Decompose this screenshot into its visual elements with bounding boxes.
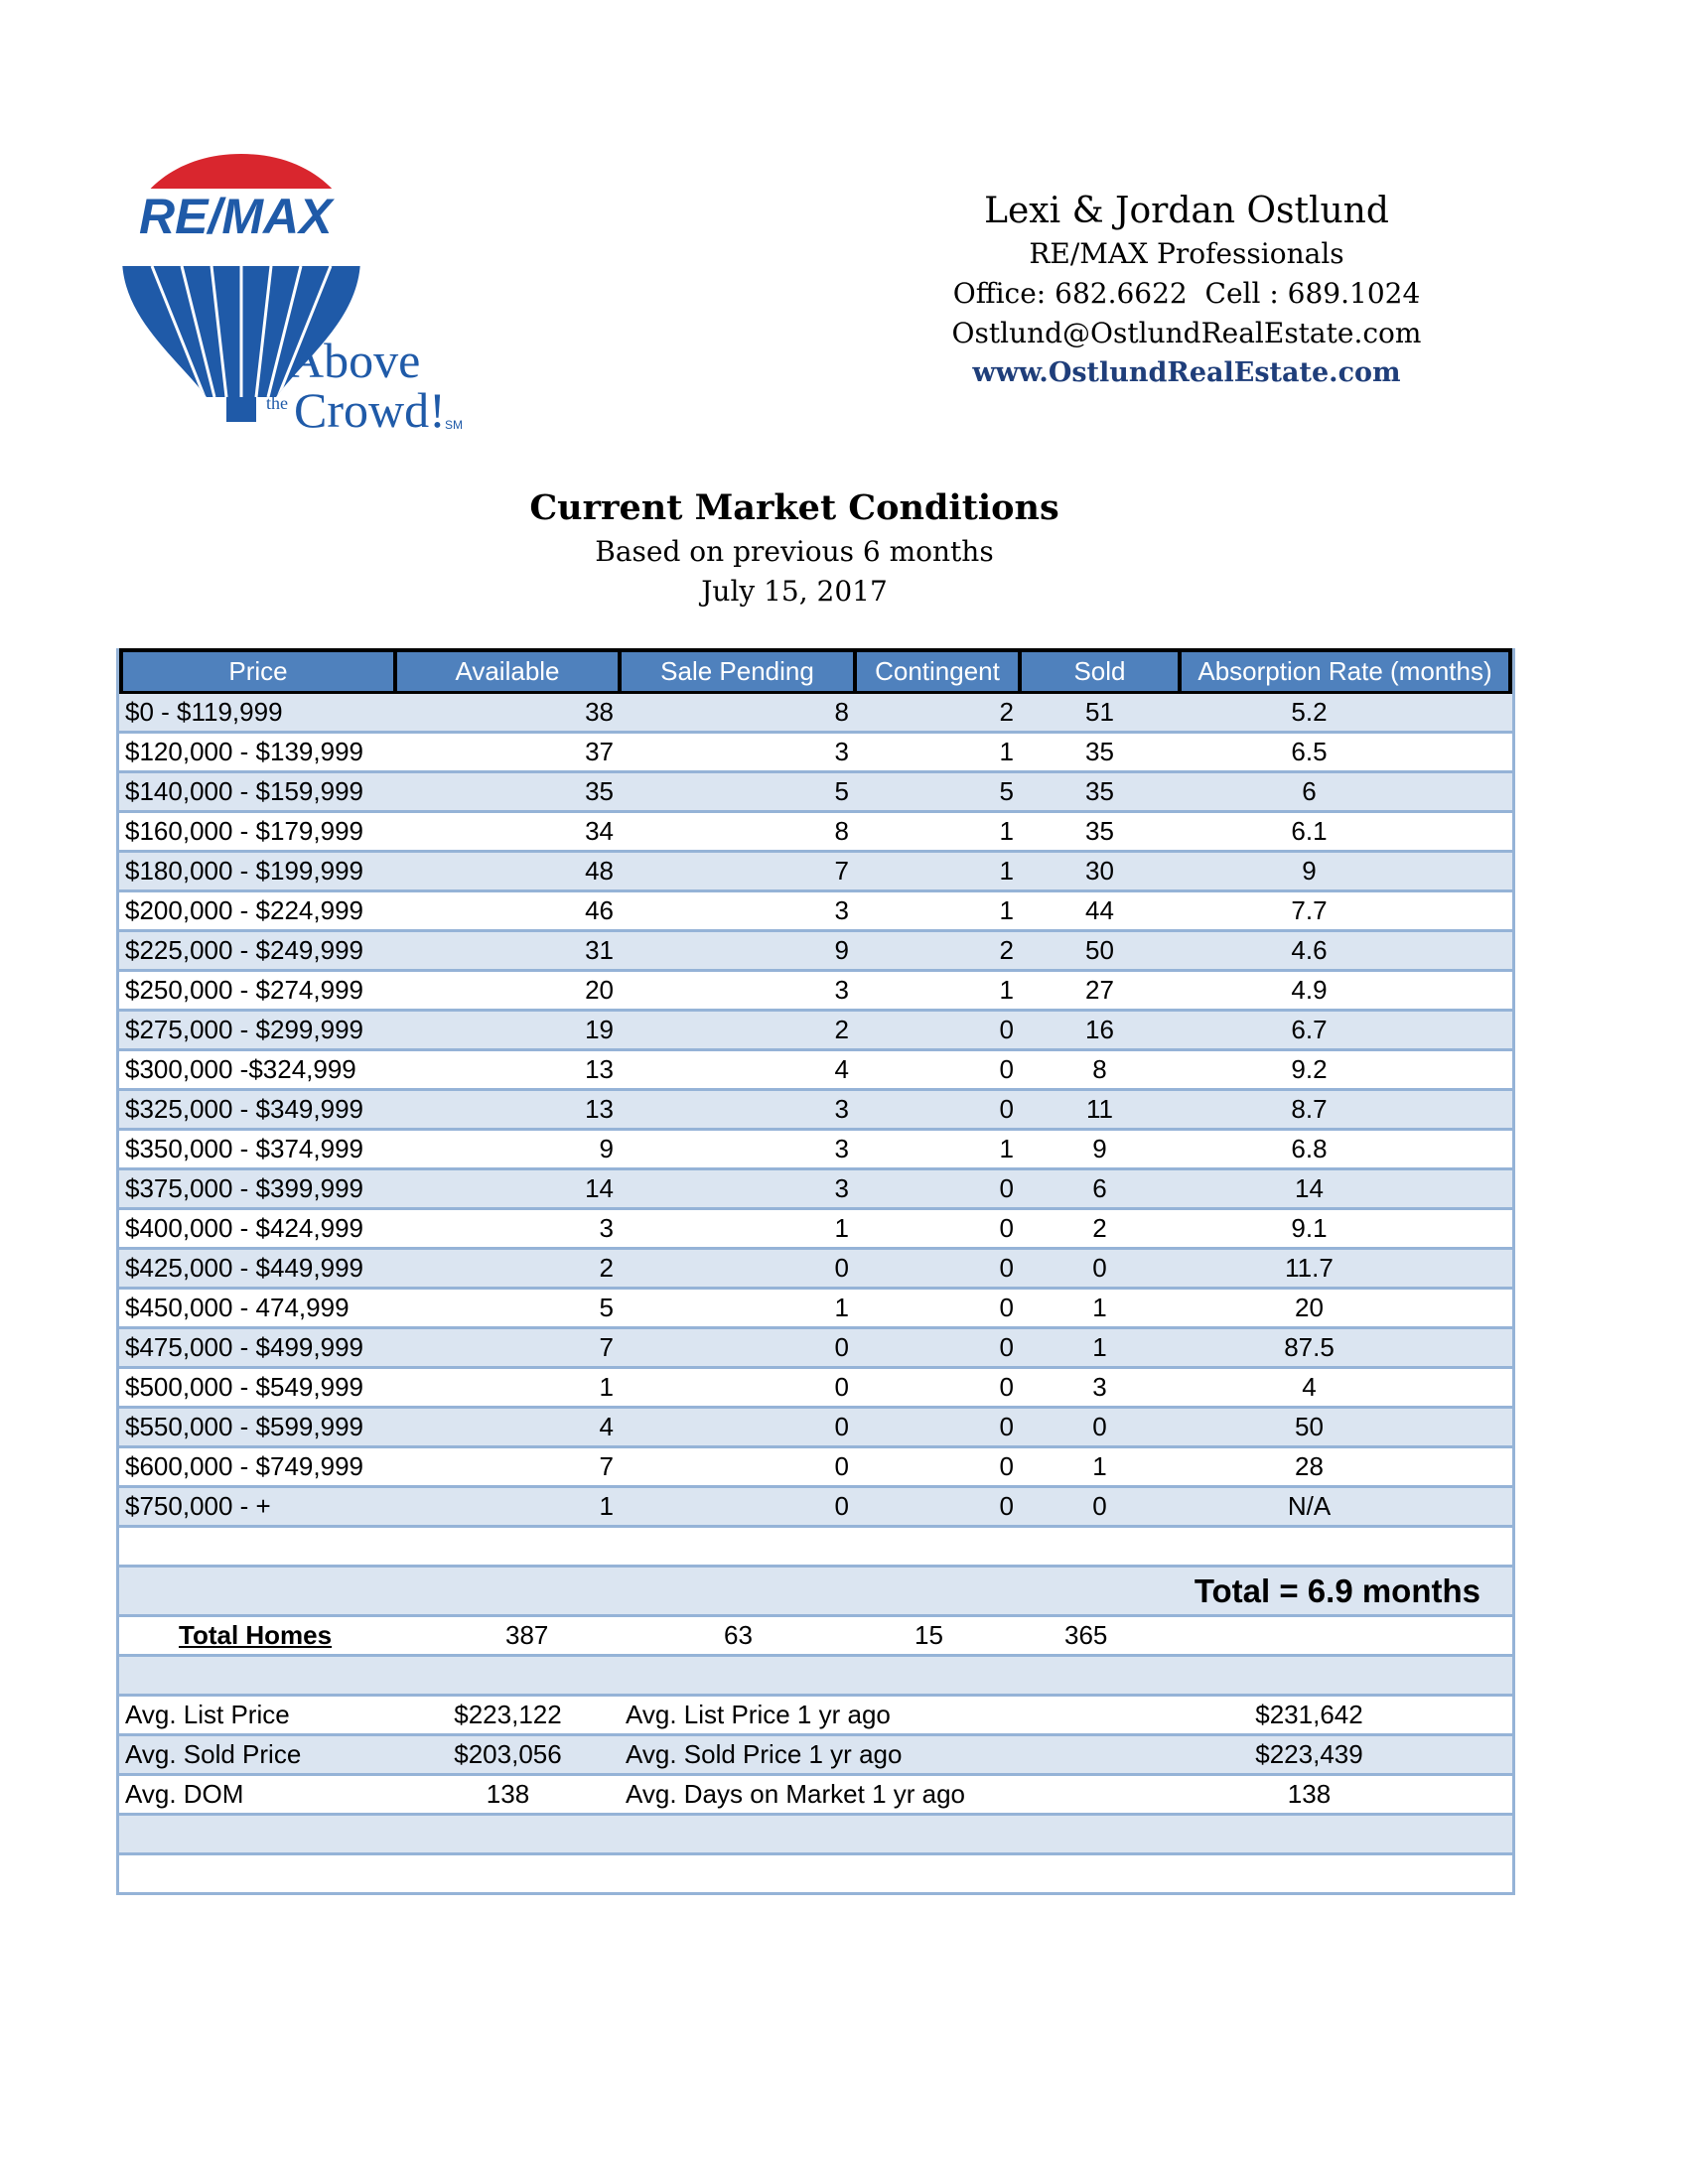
cell-price-range: $450,000 - 474,999 (125, 1293, 350, 1322)
cell-price-range: $550,000 - $599,999 (125, 1412, 363, 1441)
cell-contingent: 0 (999, 1015, 1014, 1044)
cell-available: 7 (599, 1451, 614, 1481)
cell-sold: 3 (1092, 1372, 1107, 1402)
cell-price-range: $325,000 - $349,999 (125, 1094, 363, 1124)
cell-available: 48 (585, 856, 614, 886)
total-absorption: Total = 6.9 months (1194, 1571, 1480, 1609)
col-header-price: Price (123, 652, 393, 691)
prior-label: Avg. List Price 1 yr ago (626, 1700, 891, 1729)
cell-contingent: 0 (999, 1412, 1014, 1441)
svg-text:Crowd!: Crowd! (294, 382, 446, 438)
report-subtitle: Based on previous 6 months (595, 535, 994, 568)
col-header-absorption-rate: Absorption Rate (months) (1182, 652, 1508, 691)
email-link[interactable]: Ostlund@OstlundRealEstate.com (951, 317, 1422, 349)
cell-absorption-rate: 9 (1302, 856, 1317, 886)
prior-value: $231,642 (1255, 1700, 1363, 1729)
cell-sale-pending: 3 (834, 1094, 849, 1124)
total-absorption-row (119, 1568, 1512, 1617)
cell-sold: 35 (1085, 816, 1114, 846)
cell-available: 9 (599, 1134, 614, 1163)
cell-contingent: 0 (999, 1173, 1014, 1203)
cell-available: 13 (585, 1054, 614, 1084)
cell-contingent: 1 (999, 737, 1014, 766)
table-row (119, 1012, 1512, 1051)
cell-available: 5 (599, 1293, 614, 1322)
cell-sold: 44 (1085, 895, 1114, 925)
cell-contingent: 0 (999, 1253, 1014, 1283)
cell-contingent: 5 (999, 776, 1014, 806)
table-row (119, 734, 1512, 773)
total-pending: 63 (724, 1620, 753, 1650)
cell-contingent: 0 (999, 1293, 1014, 1322)
agent-contact-block (894, 189, 1479, 393)
cell-sale-pending: 3 (834, 1134, 849, 1163)
table-row (119, 1250, 1512, 1290)
blank-row (119, 1816, 1512, 1855)
cell-absorption-rate: 7.7 (1291, 895, 1328, 925)
cell-absorption-rate: 6 (1302, 776, 1317, 806)
cell-absorption-rate: 87.5 (1284, 1332, 1335, 1362)
average-row (119, 1776, 1512, 1816)
total-contingent: 15 (914, 1620, 943, 1650)
blank-row (119, 1855, 1512, 1895)
cell-available: 19 (585, 1015, 614, 1044)
cell-available: 3 (599, 1213, 614, 1243)
table-row (119, 1091, 1512, 1131)
cell-sold: 0 (1092, 1253, 1107, 1283)
cell-sale-pending: 7 (834, 856, 849, 886)
col-header-sale-pending: Sale Pending (622, 652, 853, 691)
phone-numbers: Office: 682.6622 Cell : 689.1024 (952, 277, 1421, 310)
cell-available: 7 (599, 1332, 614, 1362)
table-header (119, 648, 1512, 694)
cell-available: 20 (585, 975, 614, 1005)
avg-value: $203,056 (454, 1739, 562, 1769)
cell-available: 4 (599, 1412, 614, 1441)
table-row (119, 1290, 1512, 1329)
total-homes-row (119, 1617, 1512, 1657)
prior-label: Avg. Sold Price 1 yr ago (626, 1739, 903, 1769)
cell-contingent: 2 (999, 697, 1014, 727)
cell-sale-pending: 3 (834, 1173, 849, 1203)
cell-absorption-rate: 9.2 (1291, 1054, 1328, 1084)
avg-label: Avg. DOM (125, 1779, 244, 1809)
cell-available: 14 (585, 1173, 614, 1203)
cell-sale-pending: 0 (834, 1491, 849, 1521)
avg-label: Avg. Sold Price (125, 1739, 302, 1769)
cell-price-range: $750,000 - + (125, 1491, 271, 1521)
cell-contingent: 1 (999, 1134, 1014, 1163)
col-header-contingent: Contingent (857, 652, 1018, 691)
blank-row (119, 1528, 1512, 1568)
average-row (119, 1736, 1512, 1776)
cell-price-range: $600,000 - $749,999 (125, 1451, 363, 1481)
cell-price-range: $300,000 -$324,999 (125, 1054, 356, 1084)
cell-absorption-rate: 11.7 (1285, 1253, 1334, 1283)
report-date: July 15, 2017 (701, 575, 888, 608)
cell-sold: 16 (1085, 1015, 1114, 1044)
cell-sale-pending: 9 (834, 935, 849, 965)
cell-contingent: 0 (999, 1451, 1014, 1481)
website-link[interactable]: www.OstlundRealEstate.com (972, 357, 1401, 388)
cell-available: 13 (585, 1094, 614, 1124)
cell-sold: 35 (1085, 737, 1114, 766)
cell-absorption-rate: 4.6 (1291, 935, 1328, 965)
prior-value: $223,439 (1255, 1739, 1363, 1769)
table-row (119, 892, 1512, 932)
cell-sale-pending: 3 (834, 895, 849, 925)
table-row (119, 932, 1512, 972)
cell-contingent: 0 (999, 1372, 1014, 1402)
cell-price-range: $475,000 - $499,999 (125, 1332, 363, 1362)
cell-price-range: $160,000 - $179,999 (125, 816, 363, 846)
table-row (119, 1210, 1512, 1250)
cell-absorption-rate: 28 (1295, 1451, 1324, 1481)
cell-absorption-rate: 50 (1295, 1412, 1324, 1441)
table-row (119, 813, 1512, 853)
cell-contingent: 1 (999, 975, 1014, 1005)
cell-sale-pending: 3 (834, 737, 849, 766)
table-row (119, 1409, 1512, 1448)
cell-contingent: 0 (999, 1491, 1014, 1521)
avg-value: $223,122 (454, 1700, 562, 1729)
cell-sale-pending: 4 (834, 1054, 849, 1084)
cell-price-range: $250,000 - $274,999 (125, 975, 363, 1005)
cell-absorption-rate: N/A (1287, 1491, 1332, 1521)
total-sold: 365 (1064, 1620, 1108, 1650)
total-homes-label: Total Homes (179, 1620, 333, 1650)
agent-name: Lexi & Jordan Ostlund (984, 191, 1389, 231)
cell-sale-pending: 5 (834, 776, 849, 806)
cell-price-range: $375,000 - $399,999 (125, 1173, 363, 1203)
cell-absorption-rate: 5.2 (1291, 697, 1328, 727)
table-row (119, 1448, 1512, 1488)
cell-absorption-rate: 4 (1302, 1372, 1317, 1402)
cell-available: 35 (585, 776, 614, 806)
cell-contingent: 0 (999, 1213, 1014, 1243)
table-row (119, 694, 1512, 734)
cell-sold: 30 (1085, 856, 1114, 886)
cell-price-range: $180,000 - $199,999 (125, 856, 363, 886)
cell-sale-pending: 1 (834, 1213, 849, 1243)
cell-sold: 8 (1092, 1054, 1107, 1084)
report-title: Current Market Conditions (529, 487, 1059, 528)
cell-price-range: $500,000 - $549,999 (125, 1372, 363, 1402)
cell-absorption-rate: 20 (1295, 1293, 1324, 1322)
col-header-available: Available (397, 652, 618, 691)
cell-available: 2 (599, 1253, 614, 1283)
table-row (119, 1131, 1512, 1170)
report-heading (397, 484, 1192, 612)
table-row (119, 853, 1512, 892)
table-row (119, 1051, 1512, 1091)
cell-sale-pending: 3 (834, 975, 849, 1005)
cell-price-range: $120,000 - $139,999 (125, 737, 363, 766)
cell-contingent: 0 (999, 1094, 1014, 1124)
total-available: 387 (505, 1620, 549, 1650)
avg-value: 138 (486, 1779, 530, 1809)
cell-contingent: 0 (999, 1332, 1014, 1362)
svg-text:the: the (266, 393, 288, 413)
blank-row (119, 1657, 1512, 1697)
table-row (119, 773, 1512, 813)
cell-sold: 35 (1085, 776, 1114, 806)
market-conditions-table (116, 648, 1515, 1895)
cell-sale-pending: 1 (834, 1293, 849, 1322)
cell-available: 34 (585, 816, 614, 846)
cell-price-range: $140,000 - $159,999 (125, 776, 363, 806)
cell-absorption-rate: 6.8 (1291, 1134, 1328, 1163)
cell-sold: 6 (1092, 1173, 1107, 1203)
cell-price-range: $425,000 - $449,999 (125, 1253, 363, 1283)
cell-available: 31 (585, 935, 614, 965)
cell-sold: 11 (1086, 1094, 1113, 1124)
cell-sold: 9 (1092, 1134, 1107, 1163)
cell-available: 1 (599, 1372, 614, 1402)
cell-available: 46 (585, 895, 614, 925)
cell-sale-pending: 8 (834, 697, 849, 727)
cell-sale-pending: 0 (834, 1253, 849, 1283)
svg-text:RE/MAX: RE/MAX (139, 189, 333, 244)
avg-label: Avg. List Price (125, 1700, 290, 1729)
prior-label: Avg. Days on Market 1 yr ago (626, 1779, 966, 1809)
col-header-sold: Sold (1022, 652, 1178, 691)
prior-value: 138 (1287, 1779, 1332, 1809)
cell-sold: 0 (1092, 1412, 1107, 1441)
table-row (119, 972, 1512, 1012)
cell-sale-pending: 2 (834, 1015, 849, 1044)
cell-sold: 50 (1085, 935, 1114, 965)
cell-available: 37 (585, 737, 614, 766)
company-name: RE/MAX Professionals (1029, 237, 1344, 270)
cell-sold: 1 (1092, 1332, 1107, 1362)
cell-available: 38 (585, 697, 614, 727)
cell-sold: 0 (1092, 1491, 1107, 1521)
cell-absorption-rate: 6.7 (1291, 1015, 1328, 1044)
table-row (119, 1170, 1512, 1210)
cell-contingent: 0 (999, 1054, 1014, 1084)
table-row (119, 1329, 1512, 1369)
cell-contingent: 1 (999, 895, 1014, 925)
cell-contingent: 1 (999, 816, 1014, 846)
table-row (119, 1488, 1512, 1528)
cell-sale-pending: 0 (834, 1451, 849, 1481)
cell-sold: 2 (1092, 1213, 1107, 1243)
cell-price-range: $400,000 - $424,999 (125, 1213, 363, 1243)
cell-absorption-rate: 6.5 (1291, 737, 1328, 766)
cell-sold: 27 (1085, 975, 1114, 1005)
cell-price-range: $200,000 - $224,999 (125, 895, 363, 925)
cell-sold: 51 (1085, 697, 1114, 727)
remax-balloon-logo (117, 149, 504, 447)
cell-contingent: 2 (999, 935, 1014, 965)
cell-sale-pending: 0 (834, 1332, 849, 1362)
cell-sale-pending: 0 (834, 1412, 849, 1441)
cell-sold: 1 (1092, 1293, 1107, 1322)
cell-absorption-rate: 4.9 (1291, 975, 1328, 1005)
cell-absorption-rate: 6.1 (1291, 816, 1328, 846)
cell-sale-pending: 8 (834, 816, 849, 846)
cell-available: 1 (599, 1491, 614, 1521)
cell-absorption-rate: 8.7 (1291, 1094, 1328, 1124)
cell-price-range: $225,000 - $249,999 (125, 935, 363, 965)
average-row (119, 1697, 1512, 1736)
table-row (119, 1369, 1512, 1409)
cell-price-range: $350,000 - $374,999 (125, 1134, 363, 1163)
cell-contingent: 1 (999, 856, 1014, 886)
cell-absorption-rate: 9.1 (1291, 1213, 1328, 1243)
svg-text:SM: SM (445, 418, 463, 432)
cell-price-range: $0 - $119,999 (125, 697, 283, 727)
cell-sale-pending: 0 (834, 1372, 849, 1402)
cell-price-range: $275,000 - $299,999 (125, 1015, 363, 1044)
svg-text:Above: Above (288, 333, 421, 388)
cell-sold: 1 (1092, 1451, 1107, 1481)
cell-absorption-rate: 14 (1295, 1173, 1324, 1203)
